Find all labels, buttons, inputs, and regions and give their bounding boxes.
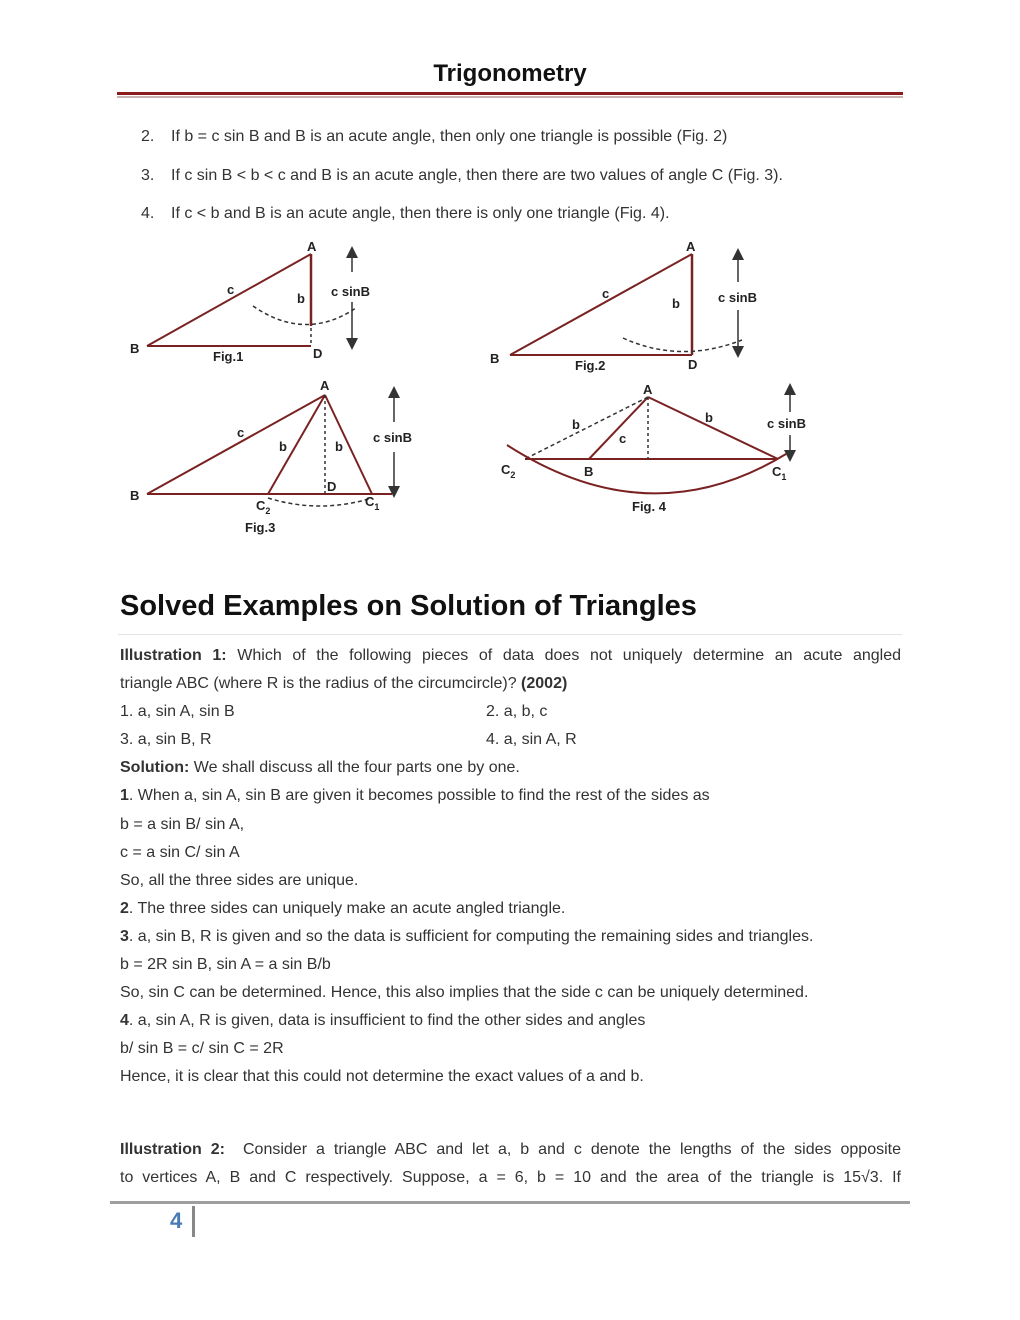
solution-part-1: 1. When a, sin A, sin B are given it becomes possible to find the rest of the sides as [120, 787, 710, 805]
section-rule [118, 634, 902, 635]
options-row [120, 698, 901, 726]
fig1-caption: Fig.1 [213, 349, 244, 364]
fig4-side-b-right: b [705, 410, 713, 425]
fig3-label-d: D [327, 479, 337, 494]
option-2: 2. a, b, c [486, 703, 548, 721]
equation: b = a sin B/ sin A, [120, 815, 245, 833]
page-title: Trigonometry [433, 60, 587, 87]
fig3-side-c: c [237, 425, 245, 440]
fig4-caption: Fig. 4 [632, 499, 666, 514]
equation: b = 2R sin B, sin A = a sin B/b [120, 956, 331, 974]
fig1-csinb: c sinB [331, 284, 371, 299]
fig2-side-c: c [602, 286, 610, 301]
fig4-label-a: A [643, 382, 653, 397]
section-heading: Solved Examples on Solution of Triangles [120, 590, 697, 622]
option-4: 4. a, sin A, R [486, 731, 577, 749]
fig3-label-b: B [130, 488, 140, 503]
figure-4 [501, 382, 806, 514]
fig4-label-c1: $C_1$ [772, 464, 787, 482]
fig4-side-c: c [619, 431, 627, 446]
list-item: 2. If b = c sin B and B is an acute angle, then only one triangle is possible (Fig. 2) [141, 128, 728, 145]
fig3-caption: Fig.3 [245, 520, 276, 535]
fig2-label-a: A [686, 239, 696, 254]
illustration-1-question-cont: triangle ABC (where R is the radius of the circumcircle)? (2002) [120, 675, 568, 693]
fig2-label-d: D [688, 357, 698, 372]
illustration-2-question-cont: to vertices A, B and C respectively. Suppose, a = 6, b = 10 and the area of the triangle is 15√3. If [120, 1168, 901, 1186]
fig1-label-b: B [130, 341, 140, 356]
fig4-label-b: B [584, 464, 594, 479]
equation: b/ sin B = c/ sin C = 2R [120, 1040, 284, 1058]
page-number-divider [192, 1206, 195, 1237]
fig2-label-b: B [490, 351, 500, 366]
fig1-label-a: A [307, 239, 317, 254]
fig3-label-c1: $C_1$ [365, 494, 380, 512]
solution-part-4: 4. a, sin A, R is given, data is insufficient to find the other sides and angles [120, 1012, 646, 1030]
options-row [120, 726, 901, 754]
list-item: 3. If c sin B < b < c and B is an acute angle, then there are two values of angle C (Fig. 3). [141, 166, 783, 184]
equation: c = a sin C/ sin A [120, 843, 240, 861]
list-item: 4. If c < b and B is an acute angle, then there is only one triangle (Fig. 4). [141, 205, 670, 222]
solution-part-2: 2. The three sides can uniquely make an acute angled triangle. [120, 899, 566, 917]
fig3-side-b-right: b [335, 439, 343, 454]
illustration-2-question: Illustration 2: Consider a triangle ABC and let a, b and c denote the lengths of the sides opposite [120, 1140, 902, 1158]
option-1: 1. a, sin A, sin B [120, 703, 235, 721]
cases-list [141, 128, 783, 244]
fig1-label-d: D [313, 346, 323, 361]
solution-text: So, all the three sides are unique. [120, 871, 359, 889]
fig1-side-b: b [297, 291, 305, 306]
footer-rule [110, 1201, 910, 1204]
fig2-csinb: c sinB [718, 290, 758, 305]
examples-body [120, 642, 901, 1192]
solution-text: Hence, it is clear that this could not determine the exact values of a and b. [120, 1068, 644, 1086]
triangle-figures [120, 232, 820, 542]
header-rule-thin [117, 96, 903, 98]
fig2-caption: Fig.2 [575, 358, 606, 373]
option-3: 3. a, sin B, R [120, 731, 212, 749]
fig1-side-c: c [227, 282, 235, 297]
fig3-label-c2: $C_2$ [256, 498, 271, 516]
figure-3 [130, 378, 412, 535]
fig3-label-a: A [320, 378, 330, 393]
fig4-csinb: c sinB [767, 416, 807, 431]
figure-2 [490, 239, 757, 373]
solution-intro: Solution: We shall discuss all the four parts one by one. [120, 759, 520, 777]
page-number: 4 [170, 1208, 183, 1233]
fig2-side-b: b [672, 296, 680, 311]
figure-1 [130, 239, 370, 364]
solution-part-3: 3. a, sin B, R is given and so the data is sufficient for computing the remaining sides and triangles. [120, 927, 814, 945]
header-rule [117, 92, 903, 95]
fig3-side-b-left: b [279, 439, 287, 454]
fig4-side-b-left: b [572, 417, 580, 432]
solution-text: So, sin C can be determined. Hence, this also implies that the side c can be uniquely determined. [120, 984, 809, 1002]
fig4-label-c2: $C_2$ [501, 462, 516, 480]
illustration-1-question: Illustration 1: Which of the following pieces of data does not uniquely determine an acute angled [120, 647, 902, 664]
fig3-csinb: c sinB [373, 430, 413, 445]
